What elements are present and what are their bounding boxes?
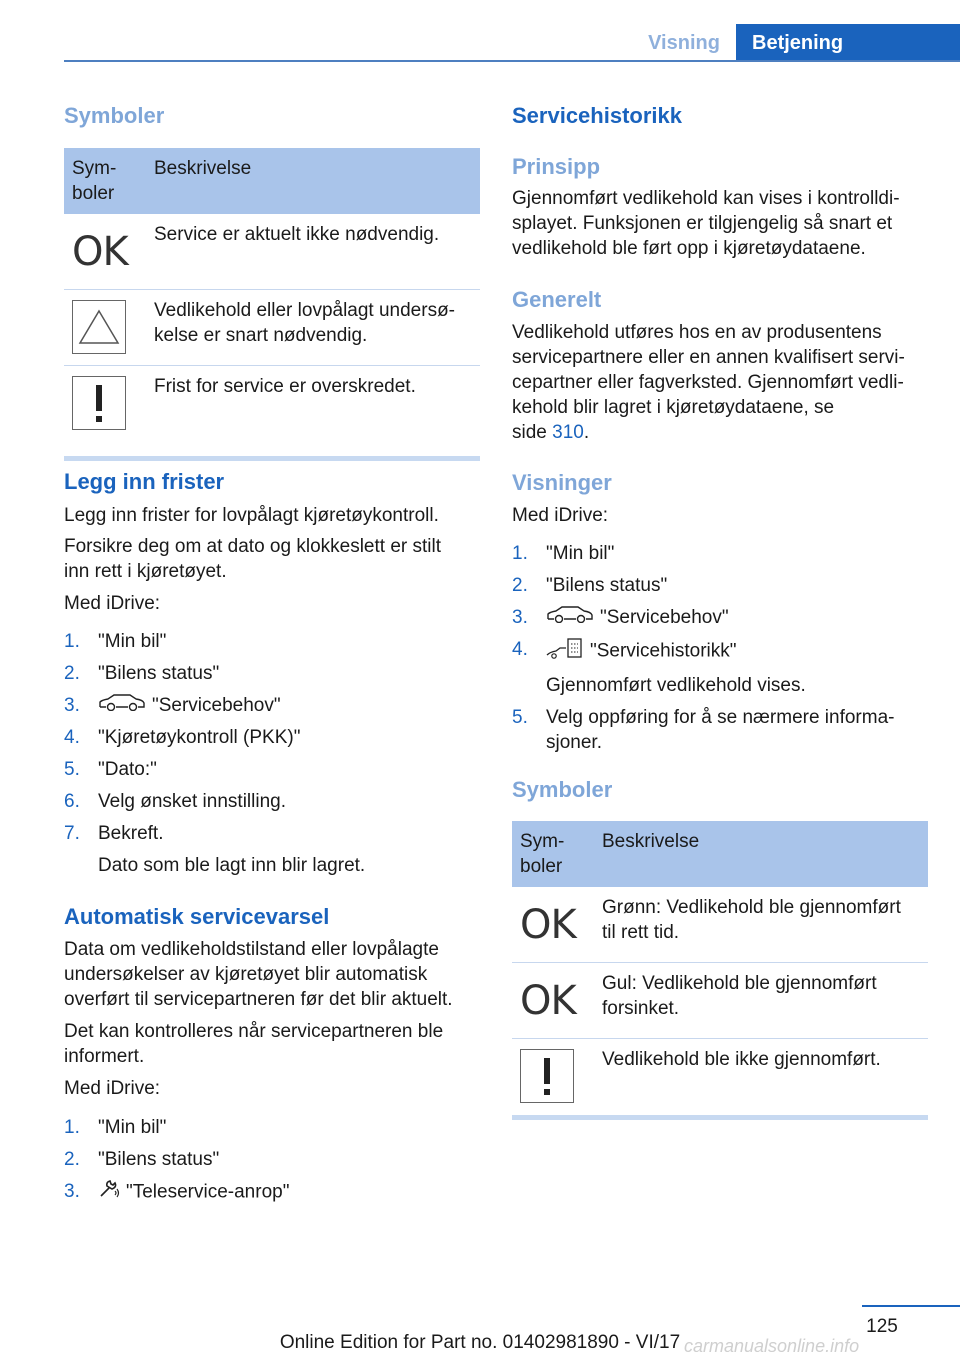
- header-symbols: Sym- boler: [72, 158, 117, 204]
- list-item: 3. "Servicebehov": [512, 605, 928, 630]
- list-item: 2. "Bilens status": [64, 1149, 220, 1170]
- table-header: [512, 821, 928, 887]
- symbols-heading: Symboler: [64, 103, 165, 128]
- tab-visning[interactable]: Visning: [648, 32, 720, 54]
- auto-service-text-2: Det kan kontrolleres når servicepartneren ble informert.: [64, 1021, 444, 1067]
- list-item: 1. "Min bil": [64, 1117, 167, 1138]
- table-row: [64, 214, 480, 290]
- list-item: 2. "Bilens status": [64, 663, 220, 684]
- table-row: [64, 366, 480, 442]
- list-item: 3. "Teleservice-anrop": [64, 1179, 480, 1206]
- auto-service-heading: Automatisk servicevarsel: [64, 904, 330, 929]
- auto-service-text-3: Med iDrive:: [64, 1078, 161, 1099]
- auto-service-steps: [64, 1115, 480, 1213]
- deadlines-text-3: Med iDrive:: [64, 593, 161, 614]
- views-steps: [512, 541, 928, 762]
- page-link-310[interactable]: 310: [552, 422, 584, 443]
- list-item: 3. "Servicebehov": [64, 693, 480, 718]
- ok-yellow-icon: OK: [520, 978, 576, 1024]
- history-icon: [546, 637, 584, 666]
- row-description: Gul: Vedlikehold ble gjennomført forsinket.: [602, 973, 877, 1019]
- car-icon: [98, 693, 146, 718]
- header-symbols: Sym- boler: [520, 831, 565, 877]
- history-symbols-table: [512, 821, 928, 1120]
- deadlines-text-2: Forsikre deg om at dato og klokkeslett er stilt inn rett i kjøretøyet.: [64, 536, 441, 582]
- wrench-icon: [98, 1179, 120, 1206]
- deadlines-heading: Legg inn frister: [64, 469, 225, 494]
- header-description: Beskrivelse: [154, 158, 252, 179]
- list-item: 4. "Servicehistorikk" Gjennomført vedlikehold vises.: [512, 639, 806, 697]
- row-description: Grønn: Vedlikehold ble gjennomført til rett tid.: [602, 897, 901, 943]
- list-item: 5. Velg oppføring for å se nærmere informa- sjoner.: [512, 707, 895, 754]
- table-bottom-rule: [512, 1115, 928, 1120]
- table-row: [512, 887, 928, 963]
- page-number: 125: [866, 1316, 898, 1337]
- table-header: [64, 148, 480, 214]
- warning-triangle-icon: [72, 300, 126, 354]
- car-icon: [546, 605, 594, 630]
- list-item: 7. Bekreft. Dato som ble lagt inn blir lagret.: [64, 823, 366, 877]
- edition-footer: Online Edition for Part no. 01402981890 - VI/17: [279, 1332, 681, 1353]
- general-heading: Generelt: [512, 287, 602, 312]
- list-item: 1. "Min bil": [64, 631, 167, 652]
- list-item: 6. Velg ønsket innstilling.: [64, 791, 286, 813]
- page-number-rule: [862, 1305, 960, 1307]
- table-row: [512, 1039, 928, 1115]
- principle-heading: Prinsipp: [512, 154, 601, 179]
- header-rule: [64, 60, 960, 62]
- list-item: 1. "Min bil": [512, 543, 615, 564]
- ok-green-icon: OK: [520, 902, 576, 948]
- tab-betjening[interactable]: Betjening: [736, 24, 960, 62]
- header-description: Beskrivelse: [602, 831, 700, 852]
- list-item: 2. "Bilens status": [512, 575, 668, 596]
- deadlines-steps: [64, 629, 480, 885]
- general-text: Vedlikehold utføres hos en av produsentens servicepartnere eller en annen kvalifisert servi- cepartner eller fagverksted. Gjennomført vedli- kehold blir lagret i kjøretøydataene, se side 310.: [512, 322, 905, 443]
- row-description: Frist for service er overskredet.: [154, 376, 416, 397]
- exclamation-icon: [520, 1049, 574, 1103]
- row-description: Vedlikehold ble ikke gjennomført.: [602, 1049, 881, 1070]
- principle-text: Gjennomført vedlikehold kan vises i kontrolldi- splayet. Funksjonen er tilgjengelig så snart et vedlikehold ble ført opp i kjøretøydataene.: [512, 188, 900, 259]
- table-row: [512, 963, 928, 1039]
- row-description: Service er aktuelt ikke nødvendig.: [154, 224, 440, 245]
- views-heading: Visninger: [512, 470, 612, 495]
- exclamation-icon: [72, 376, 126, 430]
- table-bottom-rule: [64, 456, 480, 461]
- row-description: Vedlikehold eller lovpålagt undersø- kelse er snart nødvendig.: [154, 300, 456, 346]
- deadlines-text-1: Legg inn frister for lovpålagt kjøretøykontroll.: [64, 505, 439, 526]
- list-item: 5. "Dato:": [64, 759, 157, 781]
- symbols-heading-2: Symboler: [512, 777, 613, 802]
- table-row: [64, 290, 480, 366]
- auto-service-text-1: Data om vedlikeholdstilstand eller lovpålagte undersøkelser av kjøretøyet blir automatisk overført til servicepartneren før det blir aktuelt.: [64, 939, 453, 1010]
- service-history-heading: Servicehistorikk: [512, 103, 682, 128]
- views-text: Med iDrive:: [512, 505, 609, 526]
- ok-icon: OK: [72, 229, 128, 275]
- watermark: carmanualsonline.info: [684, 1336, 860, 1356]
- list-item: 4. "Kjøretøykontroll (PKK)": [64, 727, 301, 749]
- symbols-table: [64, 148, 480, 461]
